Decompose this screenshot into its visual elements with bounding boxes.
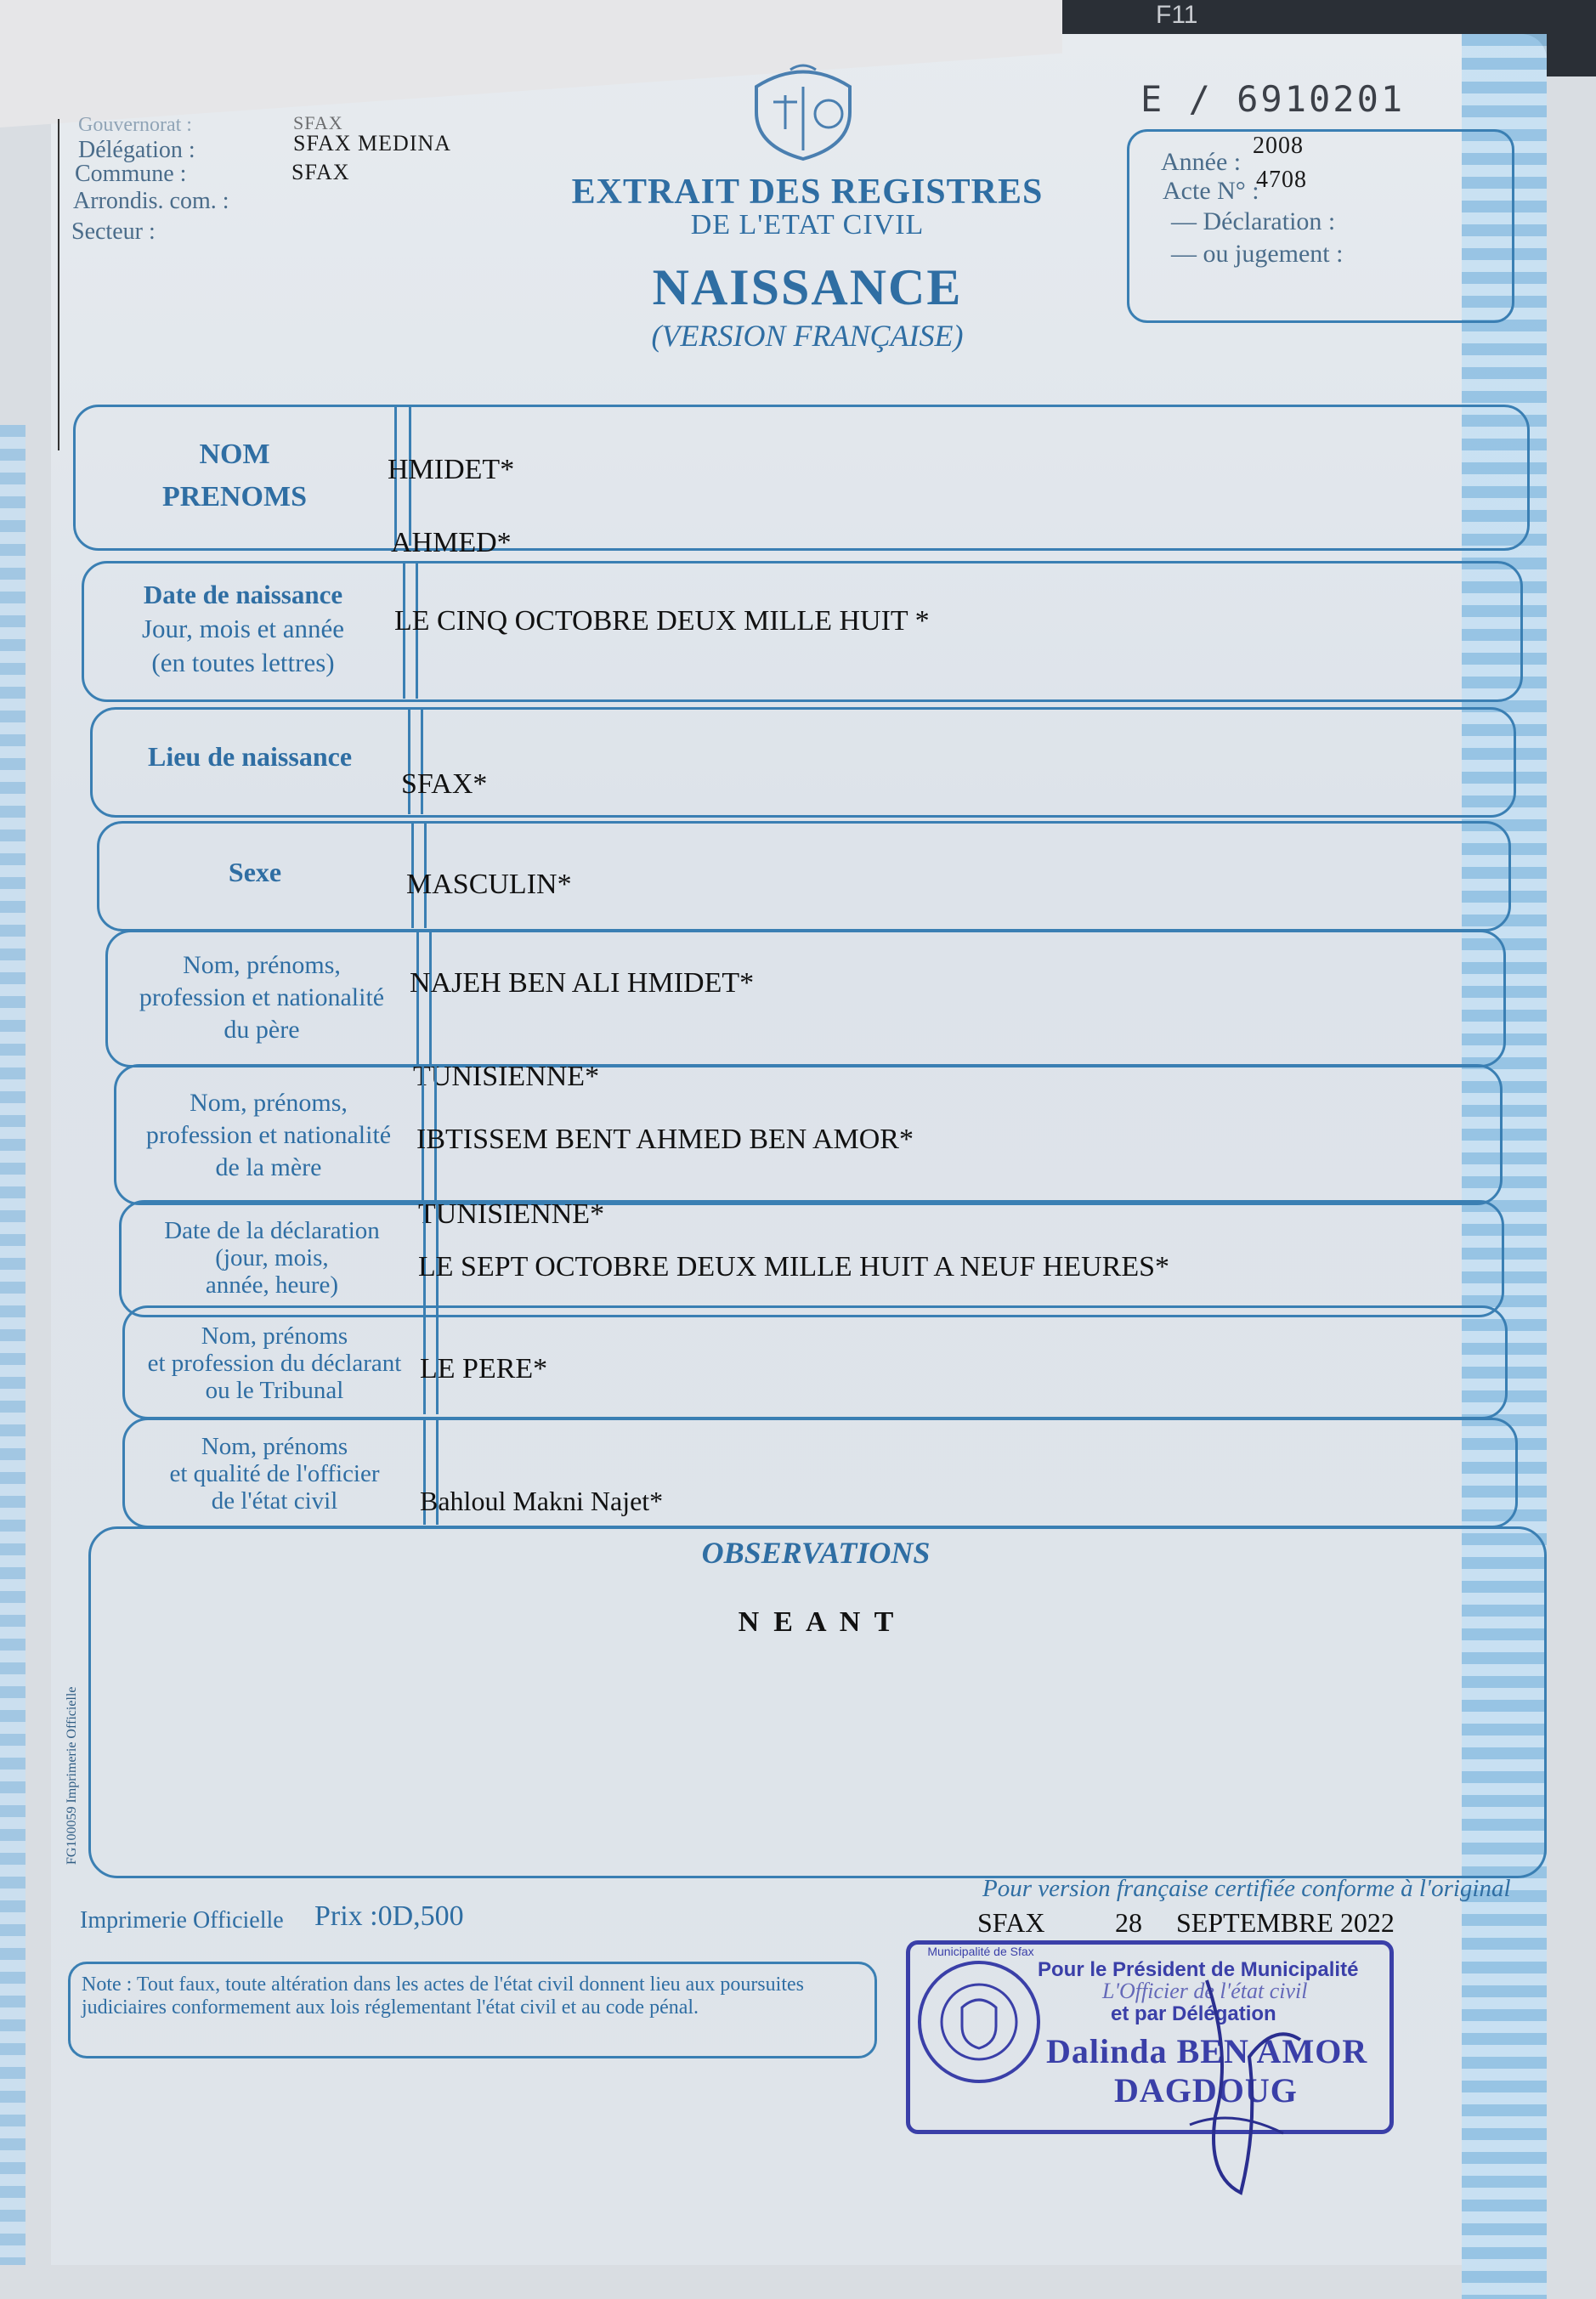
gouvernorat-value: SFAX [293,112,343,133]
note-text: Note : Tout faux, toute altération dans les actes de l'état civil donnent lieu aux poursuites judiciaires conformement aux lois réglementant l'état civil et au code pénal. [82,1973,804,2019]
price-label: Prix :0D,500 [314,1900,464,1932]
officier-label: Nom, prénoms et qualité de l'officier de l'état civil [169,1433,380,1515]
issue-day: 28 [1115,1907,1142,1938]
commune-label: Commune : [75,161,187,187]
keyboard-key: F11 [1156,1,1198,29]
date-naissance-label-rest: Jour, mois et année (en toutes lettres) [141,614,345,677]
declaration-value: LE SEPT OCTOBRE DEUX MILLE HUIT A NEUF HEURES* [418,1251,1170,1283]
jugement-type-label: — ou jugement : [1171,240,1344,268]
stamp-line3: et par Délégation [1111,2002,1276,2025]
sexe-value: MASCULIN* [406,869,572,900]
seal-icon [915,1958,1043,2086]
stamp-line1: Pour le Président de Municipalité [1038,1958,1359,1981]
officier-value: Bahloul Makni Najet* [420,1486,664,1516]
declaration-type-label: — Déclaration : [1171,207,1336,235]
prenoms-value: AHMED* [391,527,512,558]
seal-text: Municipalité de Sfax [927,1945,1034,1958]
acte-label: Acte N° : [1163,177,1259,205]
gouvernorat-label: Gouvernorat : [78,114,192,136]
observations-title: OBSERVATIONS [701,1536,931,1570]
annee-value: 2008 [1253,133,1304,159]
lieu-value: SFAX* [401,768,488,800]
delegation-label: Délégation : [78,137,195,163]
lieu-label: Lieu de naissance [147,741,353,772]
nom-label: NOM [199,439,270,470]
mere-nationalite: TUNISIENNE* [418,1198,605,1230]
mere-label: Nom, prénoms, profession et nationalité de la mère [145,1089,392,1181]
pere-value: NAJEH BEN ALI HMIDET* [410,967,755,999]
annee-label: Année : [1161,148,1242,176]
margin-line [58,119,59,450]
sexe-label: Sexe [228,857,282,887]
observations-box [88,1526,1547,1878]
pere-nationalite: TUNISIENNE* [413,1061,600,1092]
serial-number: E / 6910201 [1140,78,1406,120]
declaration-label: Date de la déclaration (jour, mois, année, heure) [164,1217,380,1299]
certified-statement: Pour version française certifiée conforme à l'original [982,1875,1511,1902]
pere-label: Nom, prénoms, profession et nationalité du père [139,951,385,1044]
commune-value: SFAX [291,160,350,184]
side-print-code: FG100059 Imprimerie Officielle [65,1686,79,1865]
prenoms-label: PRENOMS [162,481,307,512]
declarant-value: LE PERE* [420,1353,548,1384]
issue-month-year: SEPTEMBRE 2022 [1176,1907,1395,1938]
secteur-label: Secteur : [71,218,156,245]
date-naissance-label-bold: Date de naissance [143,580,343,609]
stamp-line2: L'Officier de l'état civil [1102,1979,1308,2003]
acte-value: 4708 [1256,167,1307,193]
date-naissance-label [85,575,401,683]
issue-city: SFAX [977,1907,1045,1938]
handwritten-signature [1156,1955,1326,2210]
stamp-name1: Dalinda BEN AMOR [1046,2032,1368,2070]
doc-type: NAISSANCE [652,259,963,315]
printer-label: Imprimerie Officielle [80,1907,284,1934]
coat-of-arms-icon [739,61,867,161]
declarant-label: Nom, prénoms et profession du déclarant ou le Tribunal [147,1322,402,1404]
title-line1: EXTRAIT DES REGISTRES [571,173,1044,212]
security-border-left [0,425,25,2265]
arrondissement-label: Arrondis. com. : [73,188,229,214]
delegation-value: SFAX MEDINA [293,131,452,156]
observations-value: N E A N T [738,1606,894,1638]
date-naissance-value: LE CINQ OCTOBRE DEUX MILLE HUIT * [394,605,930,637]
version-label: (VERSION FRANÇAISE) [651,319,964,353]
title-line2: DE L'ETAT CIVIL [690,209,925,241]
nom-value: HMIDET* [388,454,515,485]
stamp-name2: DAGDOUG [1114,2071,1298,2109]
nom-prenoms-label [76,425,393,527]
mere-value: IBTISSEM BENT AHMED BEN AMOR* [416,1124,914,1155]
